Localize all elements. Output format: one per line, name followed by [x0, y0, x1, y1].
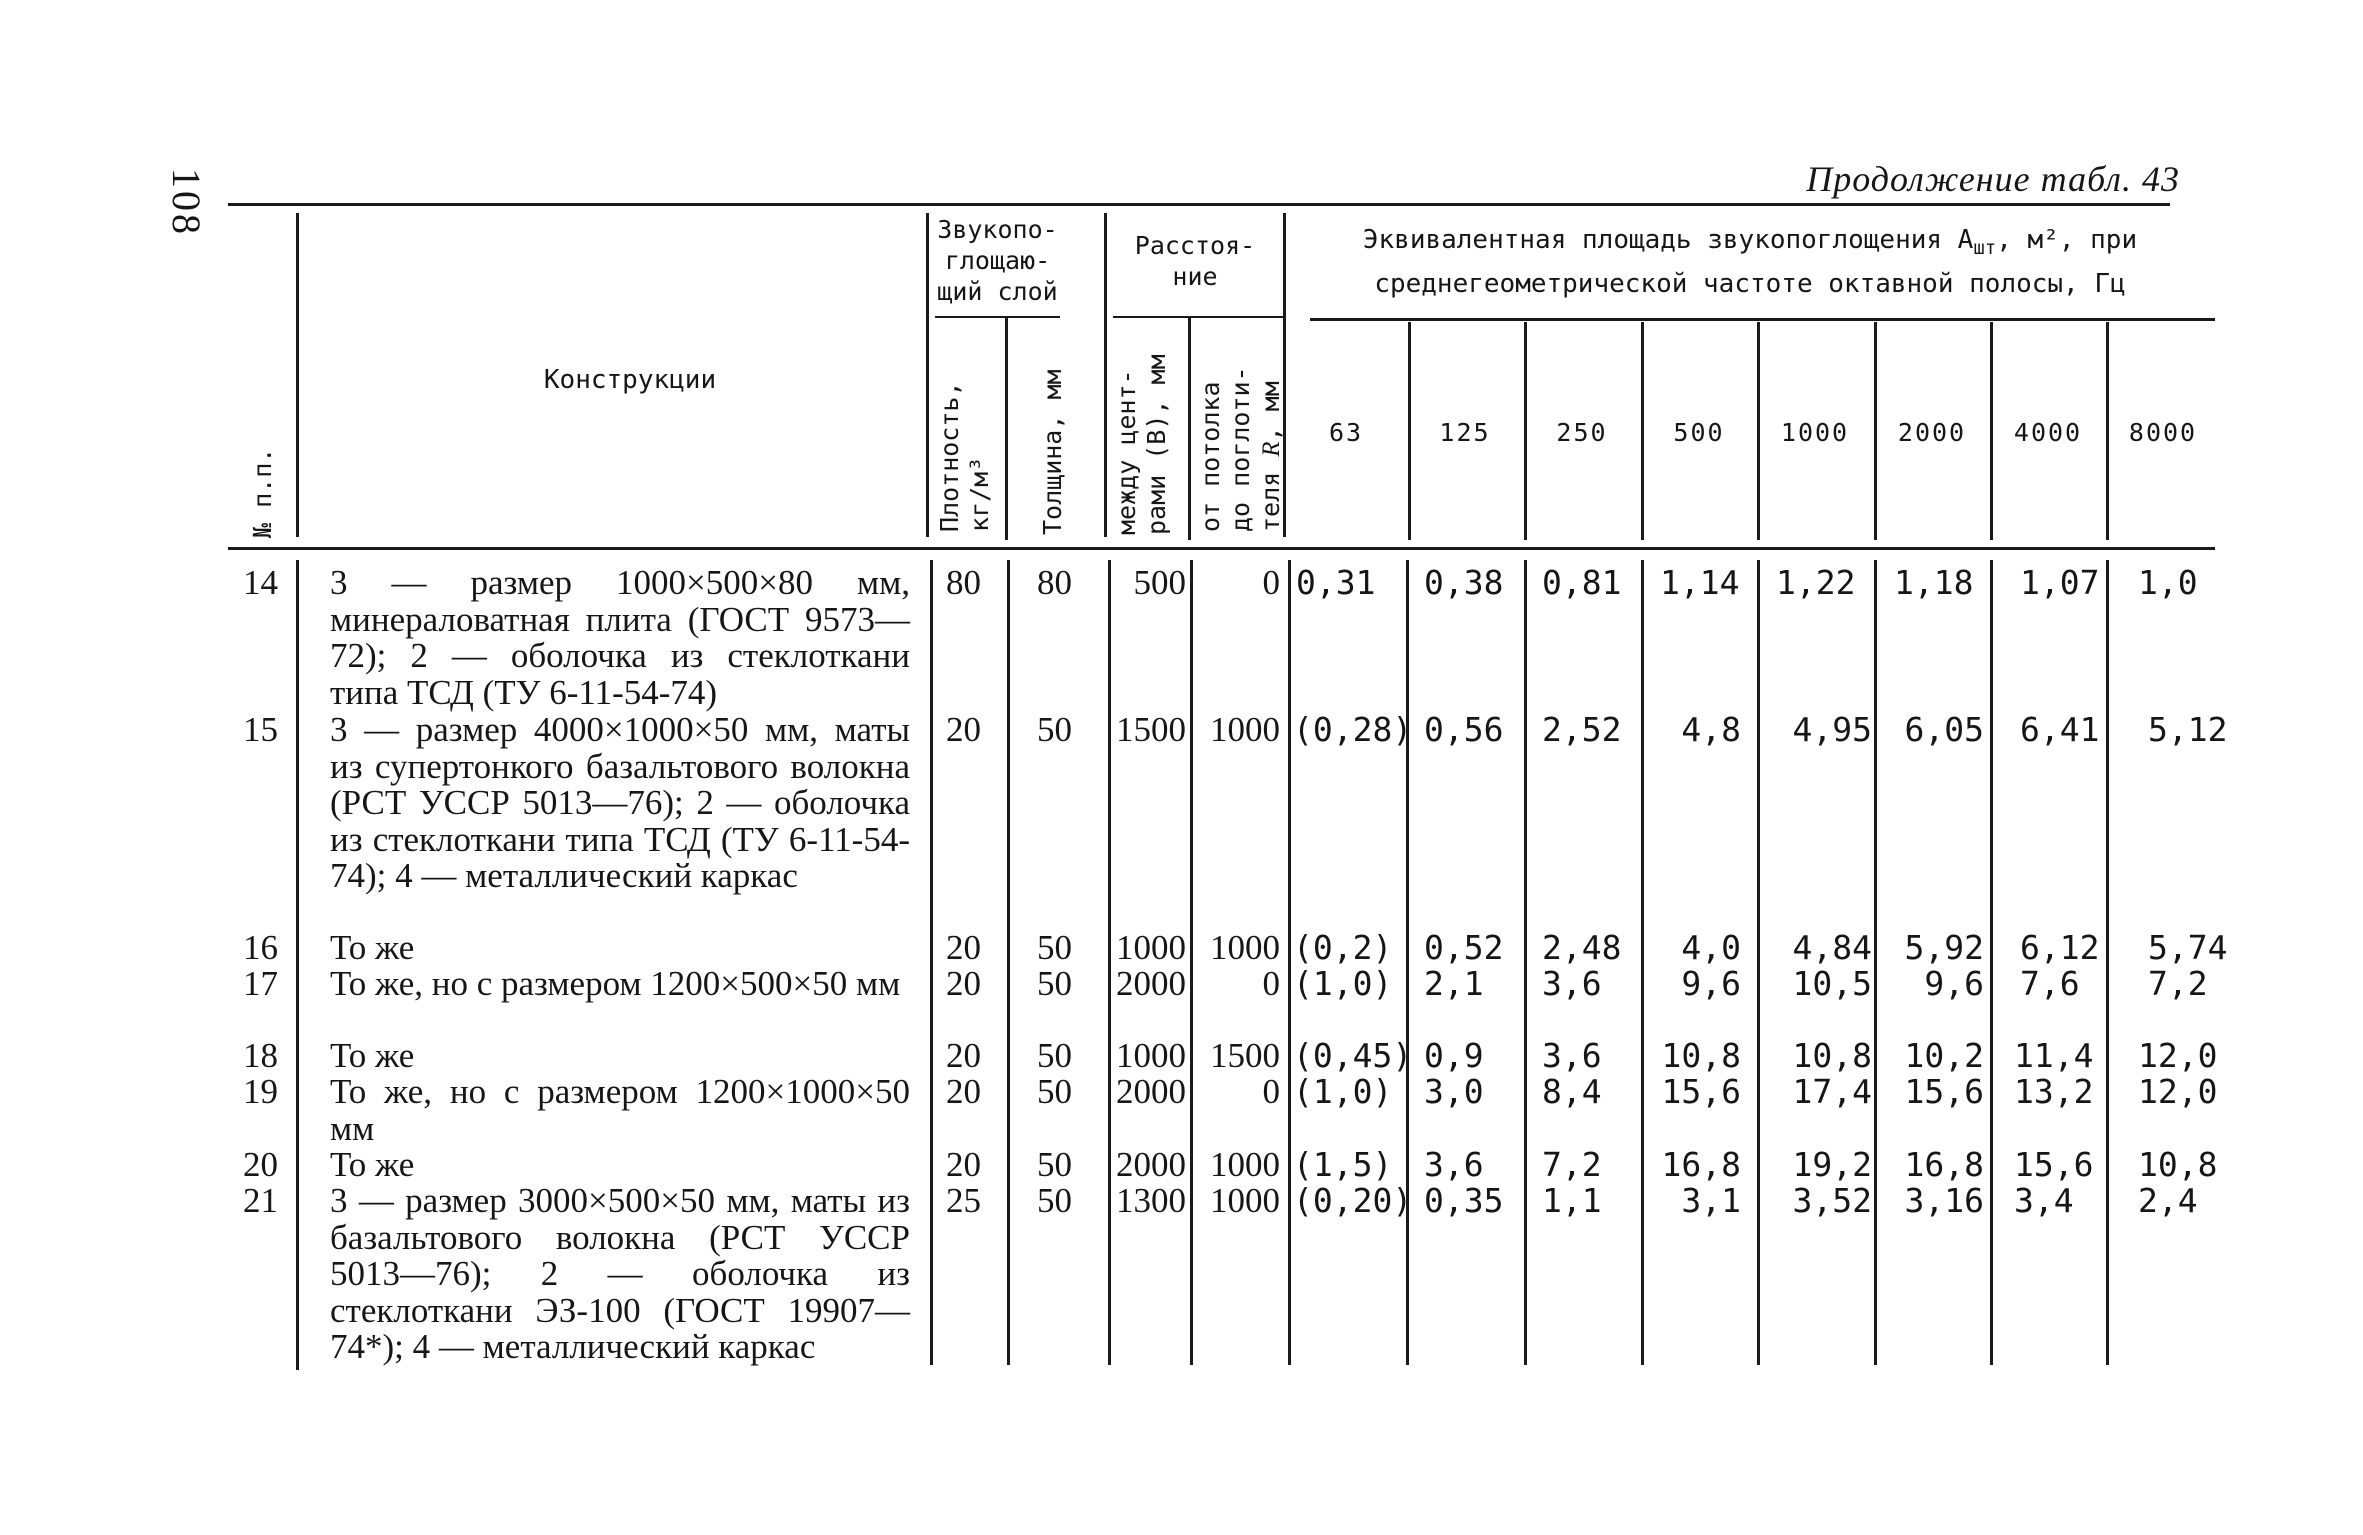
cell-4000: 13,2: [2014, 1072, 2094, 1111]
row-description: То же, но с размером 1200×500×50 мм: [330, 964, 901, 1003]
cell-500: 10,8: [1661, 1036, 1741, 1075]
col-divider: [296, 560, 299, 1370]
cell-2000: 10,2: [1904, 1036, 1984, 1075]
cell-8000: 1,0: [2138, 563, 2198, 602]
top-rule: [228, 203, 2170, 206]
header-bottom-rule: [228, 547, 2215, 550]
cell-63: (1,0): [1293, 1072, 1393, 1111]
cell-63: 0,31: [1296, 563, 1376, 602]
cell-63: (0,45): [1293, 1036, 1413, 1075]
table-caption: Продолжение табл. 43: [1806, 159, 2180, 199]
cell-density: 20: [946, 710, 981, 749]
row-number: 16: [243, 928, 278, 967]
header-distance: Расстоя- ние: [1134, 231, 1256, 291]
cell-8000: 10,8: [2138, 1145, 2218, 1184]
cell-500: 1,14: [1660, 563, 1740, 602]
cell-500: 15,6: [1661, 1072, 1741, 1111]
col-divider: [296, 213, 299, 537]
col-divider: [1524, 560, 1527, 1365]
cell-ceiling: 1000: [1210, 928, 1280, 967]
cell-between: 500: [1133, 563, 1186, 602]
cell-4000: 3,4: [2014, 1181, 2074, 1220]
cell-250: 0,81: [1542, 563, 1622, 602]
cell-125: 3,0: [1424, 1072, 1484, 1111]
row-number: 19: [243, 1072, 278, 1111]
header-construction: Конструкции: [543, 365, 717, 395]
cell-between: 2000: [1116, 1072, 1186, 1111]
cell-125: 0,35: [1424, 1181, 1504, 1220]
cell-ceiling: 1000: [1210, 710, 1280, 749]
cell-2000: 16,8: [1904, 1145, 1984, 1184]
row-number: 17: [243, 964, 278, 1003]
cell-between: 1000: [1116, 1036, 1186, 1075]
cell-2000: 9,6: [1924, 964, 1984, 1003]
cell-density: 20: [946, 928, 981, 967]
row-description: То же, но с размером 1200×1000×50 мм: [330, 1072, 910, 1148]
row-description: 3 — размер 3000×500×50 мм, маты из базальтового волокна (РСТ УССР 5013—76); 2 — оболочка из стеклоткани ЭЗ-100 (ГОСТ 19907—74*); 4 — металлический каркас: [330, 1181, 910, 1366]
cell-ceiling: 0: [1262, 1072, 1280, 1111]
cell-4000: 6,12: [2020, 928, 2100, 967]
cell-2000: 5,92: [1904, 928, 1984, 967]
header-between-centers: между цент- рами (В), мм: [1112, 354, 1171, 535]
col-divider: [1288, 560, 1291, 1365]
header-row-no: № п.п.: [248, 447, 277, 538]
cell-1000: 3,52: [1792, 1181, 1872, 1220]
cell-ceiling: 0: [1262, 563, 1280, 602]
freq-125: 125: [1439, 418, 1491, 447]
cell-1000: 10,5: [1792, 964, 1872, 1003]
row-number: 14: [243, 563, 278, 602]
cell-between: 2000: [1116, 1145, 1186, 1184]
cell-1000: 4,95: [1792, 710, 1872, 749]
cell-500: 4,8: [1681, 710, 1741, 749]
cell-500: 4,0: [1681, 928, 1741, 967]
col-divider: [1990, 560, 1993, 1365]
cell-2000: 3,16: [1904, 1181, 1984, 1220]
cell-ceiling: 1500: [1210, 1036, 1280, 1075]
col-divider: [930, 560, 933, 1365]
cell-125: 0,56: [1424, 710, 1504, 749]
cell-63: (0,20): [1293, 1181, 1413, 1220]
row-description: То же: [330, 1036, 415, 1075]
cell-250: 3,6: [1542, 1036, 1602, 1075]
frequency-subrule: [1310, 318, 2215, 321]
absorbing-layer-subrule: [935, 316, 1060, 318]
freq-250: 250: [1556, 418, 1608, 447]
distance-subrule: [1113, 316, 1283, 318]
freq-63: 63: [1328, 418, 1364, 447]
cell-125: 0,38: [1424, 563, 1504, 602]
page-number: 108: [164, 168, 209, 237]
col-divider: [2106, 560, 2109, 1365]
row-number: 18: [243, 1036, 278, 1075]
cell-1000: 19,2: [1792, 1145, 1872, 1184]
cell-125: 0,52: [1424, 928, 1504, 967]
cell-1000: 1,22: [1776, 563, 1856, 602]
cell-density: 25: [946, 1181, 981, 1220]
header-from-ceiling: от потолка до поглоти- теля R, мм: [1196, 366, 1285, 532]
cell-250: 8,4: [1542, 1072, 1602, 1111]
cell-thickness: 50: [1037, 1072, 1072, 1111]
cell-125: 0,9: [1424, 1036, 1484, 1075]
cell-density: 20: [946, 1072, 981, 1111]
cell-500: 3,1: [1681, 1181, 1741, 1220]
header-absorbing-layer: Звукопо- глощаю- щий слой: [937, 215, 1058, 306]
cell-8000: 7,2: [2148, 964, 2208, 1003]
cell-1000: 10,8: [1792, 1036, 1872, 1075]
cell-thickness: 50: [1037, 1145, 1072, 1184]
row-description: То же: [330, 928, 415, 967]
cell-63: (0,2): [1293, 928, 1393, 967]
freq-8000: 8000: [2128, 418, 2198, 447]
cell-1000: 17,4: [1792, 1072, 1872, 1111]
col-divider: [1005, 318, 1008, 540]
cell-thickness: 80: [1037, 563, 1072, 602]
freq-4000: 4000: [2013, 418, 2083, 447]
cell-500: 9,6: [1681, 964, 1741, 1003]
cell-density: 20: [946, 1036, 981, 1075]
cell-ceiling: 1000: [1210, 1145, 1280, 1184]
cell-between: 1000: [1116, 928, 1186, 967]
cell-density: 20: [946, 964, 981, 1003]
col-divider: [1188, 318, 1191, 540]
cell-thickness: 50: [1037, 964, 1072, 1003]
cell-8000: 5,74: [2148, 928, 2228, 967]
cell-thickness: 50: [1037, 1181, 1072, 1220]
cell-8000: 12,0: [2138, 1036, 2218, 1075]
header-density: Плотность, кг/м³: [935, 381, 994, 532]
row-description: То же: [330, 1145, 415, 1184]
col-divider: [1007, 560, 1010, 1365]
cell-63: (1,0): [1293, 964, 1393, 1003]
cell-density: 20: [946, 1145, 981, 1184]
col-divider: [926, 213, 929, 537]
freq-2000: 2000: [1897, 418, 1967, 447]
cell-63: (0,28): [1293, 710, 1413, 749]
freq-1000: 1000: [1780, 418, 1850, 447]
col-divider: [1406, 560, 1409, 1365]
col-divider: [1104, 213, 1107, 537]
cell-250: 7,2: [1542, 1145, 1602, 1184]
cell-4000: 15,6: [2014, 1145, 2094, 1184]
cell-63: (1,5): [1293, 1145, 1393, 1184]
cell-8000: 5,12: [2148, 710, 2228, 749]
cell-500: 16,8: [1661, 1145, 1741, 1184]
cell-between: 1300: [1116, 1181, 1186, 1220]
cell-4000: 11,4: [2014, 1036, 2094, 1075]
row-number: 21: [243, 1181, 278, 1220]
cell-8000: 12,0: [2138, 1072, 2218, 1111]
cell-4000: 1,07: [2020, 563, 2100, 602]
cell-250: 3,6: [1542, 964, 1602, 1003]
cell-thickness: 50: [1037, 1036, 1072, 1075]
cell-250: 2,52: [1542, 710, 1622, 749]
cell-2000: 6,05: [1904, 710, 1984, 749]
cell-4000: 6,41: [2020, 710, 2100, 749]
row-description: 3 — размер 4000×1000×50 мм, маты из супертонкого базальтового волокна (РСТ УССР 5013—76); 2 — оболочка из стеклоткани типа ТСД (ТУ 6-11-54-74); 4 — металлический каркас: [330, 710, 910, 895]
cell-250: 2,48: [1542, 928, 1622, 967]
freq-500: 500: [1673, 418, 1725, 447]
cell-ceiling: 0: [1262, 964, 1280, 1003]
cell-density: 80: [946, 563, 981, 602]
cell-4000: 7,6: [2020, 964, 2080, 1003]
row-number: 15: [243, 710, 278, 749]
cell-ceiling: 1000: [1210, 1181, 1280, 1220]
cell-125: 2,1: [1424, 964, 1484, 1003]
row-number: 20: [243, 1145, 278, 1184]
cell-thickness: 50: [1037, 928, 1072, 967]
cell-thickness: 50: [1037, 710, 1072, 749]
cell-250: 1,1: [1542, 1181, 1602, 1220]
row-description: 3 — размер 1000×500×80 мм, минераловатная плита (ГОСТ 9573—72); 2 — оболочка из стеклоткани типа ТСД (ТУ 6-11-54-74): [330, 563, 910, 712]
cell-1000: 4,84: [1792, 928, 1872, 967]
header-equivalent-area: Эквивалентная площадь звукопоглощения $А_{шт}$, м², при среднегеометрической частоте октавной полосы, Гц: [1362, 225, 2138, 300]
cell-between: 2000: [1116, 964, 1186, 1003]
cell-2000: 1,18: [1894, 563, 1974, 602]
cell-between: 1500: [1116, 710, 1186, 749]
cell-8000: 2,4: [2138, 1181, 2198, 1220]
header-thickness: Толщина, мм: [1038, 369, 1067, 535]
cell-2000: 15,6: [1904, 1072, 1984, 1111]
cell-125: 3,6: [1424, 1145, 1484, 1184]
